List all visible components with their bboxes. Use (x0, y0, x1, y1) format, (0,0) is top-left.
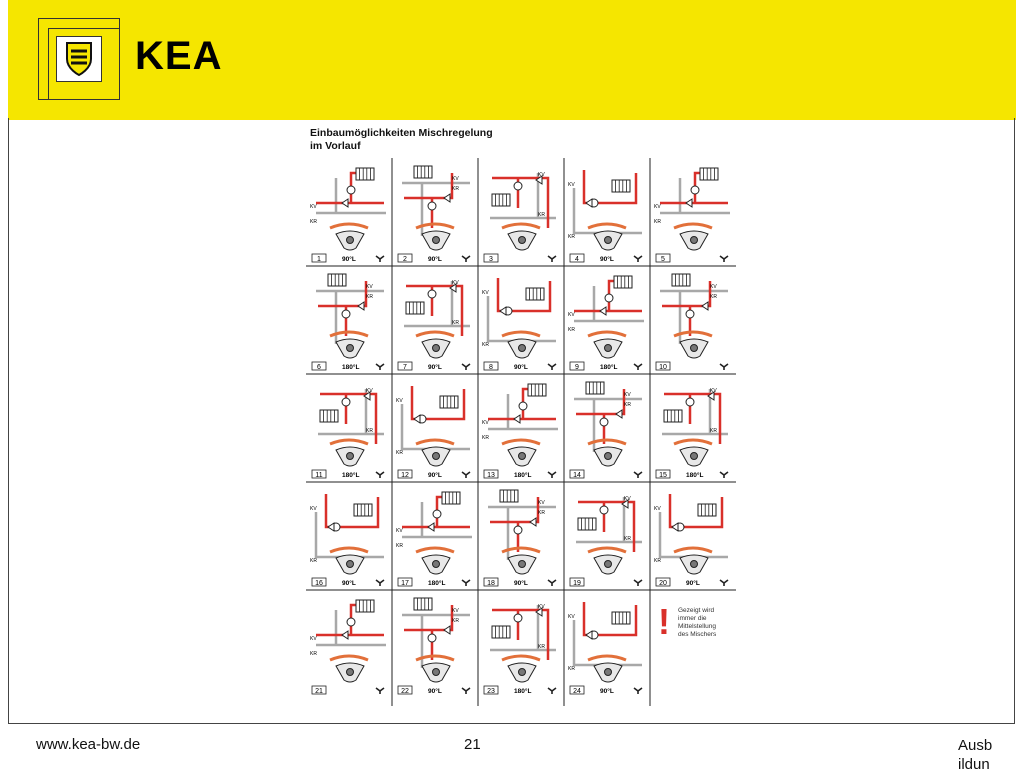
note-text-line: des Mischers (678, 631, 717, 638)
radiator-icon (406, 302, 424, 314)
flow-pipe (404, 173, 452, 228)
flow-pipe-label: KV (310, 506, 317, 512)
orientation-glyph-icon (462, 688, 470, 694)
diagram-cell (482, 278, 556, 371)
rotation-angle-label: 180°L (428, 580, 446, 587)
orientation-glyph-icon (376, 256, 384, 262)
mixer-knob-icon (605, 345, 612, 352)
orientation-glyph-icon (720, 472, 728, 478)
orientation-glyph-icon (720, 364, 728, 370)
cell-number: 11 (315, 472, 323, 479)
diagram-cell (484, 172, 556, 263)
radiator-icon (586, 382, 604, 394)
return-pipe-label: KR (568, 234, 575, 240)
mixer-scale-arc (416, 440, 454, 444)
mixer-scale-arc (502, 224, 540, 228)
radiator-icon (578, 518, 596, 530)
flow-pipe-label: KV (310, 636, 317, 642)
return-pipe-label: KR (310, 558, 317, 564)
radiator-icon (440, 396, 458, 408)
return-pipe-label: KR (538, 510, 545, 516)
rotation-angle-label: 90°L (342, 580, 356, 587)
cell-number: 24 (573, 688, 581, 695)
radiator-icon (320, 410, 338, 422)
mixing-valve-icon (414, 415, 420, 423)
cell-number: 12 (401, 472, 409, 479)
pump-icon (600, 418, 608, 426)
mixer-knob-icon (433, 561, 440, 568)
footer-right-line-1: Ausb (958, 737, 993, 754)
orientation-glyph-icon (376, 472, 384, 478)
diagram-cell (656, 388, 728, 479)
return-pipe (402, 615, 470, 668)
mixer-scale-arc (330, 548, 368, 552)
cell-number: 17 (401, 580, 409, 587)
mixer-knob-icon (519, 453, 526, 460)
flow-pipe-label: KV (624, 496, 631, 502)
flow-pipe-label: KV (482, 420, 489, 426)
diagram-cell (568, 602, 642, 695)
return-pipe-label: KR (452, 320, 459, 326)
rotation-angle-label: 90°L (686, 580, 700, 587)
return-pipe-label: KR (452, 618, 459, 624)
mixing-valve-icon (672, 523, 678, 531)
diagram-cell (396, 492, 472, 587)
radiator-icon (614, 276, 632, 288)
cell-number: 15 (659, 472, 667, 479)
mixing-valve-icon (358, 302, 364, 310)
return-pipe (316, 291, 384, 344)
radiator-icon (356, 600, 374, 612)
orientation-glyph-icon (634, 688, 642, 694)
pump-icon (428, 290, 436, 298)
diagram-cell (310, 494, 384, 587)
mixing-valve-icon (616, 410, 622, 418)
flow-pipe-label: KV (396, 398, 403, 404)
return-pipe-label: KR (568, 327, 575, 333)
pump-icon (686, 310, 694, 318)
rotation-angle-label: 180°L (342, 472, 360, 479)
mixer-knob-icon (691, 237, 698, 244)
return-pipe-label: KR (482, 342, 489, 348)
diagram-cell (656, 274, 728, 371)
orientation-glyph-icon (462, 472, 470, 478)
rotation-angle-label: 180°L (514, 472, 532, 479)
orientation-glyph-icon (720, 256, 728, 262)
mixing-valve-icon (702, 302, 708, 310)
page-number: 21 (464, 736, 481, 753)
footer-url-link[interactable]: www.kea-bw.de (36, 736, 141, 753)
mixing-valve-icon (444, 626, 450, 634)
mixer-knob-icon (347, 669, 354, 676)
mixing-valve-icon (686, 199, 692, 207)
rotation-angle-label: 90°L (600, 688, 614, 695)
flow-pipe-label: KV (710, 388, 717, 394)
mixer-scale-arc (674, 548, 712, 552)
mixer-knob-icon (605, 237, 612, 244)
radiator-icon (354, 504, 372, 516)
diagram-cell (312, 388, 384, 479)
return-pipe-label: KR (538, 212, 545, 218)
return-pipe (488, 507, 556, 560)
radiator-icon (612, 612, 630, 624)
flow-pipe-label: KV (710, 284, 717, 290)
radiator-icon (698, 504, 716, 516)
pump-icon (600, 506, 608, 514)
rotation-angle-label: 90°L (428, 364, 442, 371)
rotation-angle-label: 90°L (428, 472, 442, 479)
mixer-knob-icon (519, 237, 526, 244)
rotation-angle-label: 180°L (600, 364, 618, 371)
flow-pipe-label: KV (366, 284, 373, 290)
diagram-cell (568, 170, 642, 263)
return-pipe-label: KR (482, 435, 489, 441)
mixer-scale-arc (416, 224, 454, 228)
note-text-line: Gezeigt wird (678, 607, 715, 614)
radiator-icon (500, 490, 518, 502)
coat-of-arms-svg (57, 37, 101, 81)
note-text-line: immer die (678, 615, 707, 622)
return-pipe-label: KR (624, 536, 631, 542)
flow-pipe-label: KV (654, 204, 661, 210)
mixing-valve-icon (342, 631, 348, 639)
orientation-glyph-icon (634, 580, 642, 586)
mixer-knob-icon (433, 237, 440, 244)
document-title-line-1: Einbaumöglichkeiten Mischregelung (310, 127, 493, 139)
pump-icon (514, 526, 522, 534)
mixer-scale-arc (588, 224, 626, 228)
mixing-installation-diagram-grid (306, 158, 736, 706)
rotation-angle-label: 90°L (600, 256, 614, 263)
rotation-angle-label: 180°L (686, 472, 704, 479)
mixing-valve-icon (600, 307, 606, 315)
diagram-cell (396, 386, 470, 479)
mixer-knob-icon (347, 561, 354, 568)
pump-icon (519, 402, 527, 410)
radiator-icon (328, 274, 346, 286)
radiator-icon (664, 410, 682, 422)
diagram-cell (568, 276, 644, 371)
radiator-icon (612, 180, 630, 192)
orientation-glyph-icon (548, 256, 556, 262)
rotation-angle-label: 90°L (514, 580, 528, 587)
flow-pipe-label: KV (482, 290, 489, 296)
mixer-knob-icon (691, 453, 698, 460)
mixer-knob-icon (433, 453, 440, 460)
cell-number: 5 (661, 256, 665, 263)
return-pipe-label: KR (654, 219, 661, 225)
cell-number: 2 (403, 256, 407, 263)
radiator-icon (672, 274, 690, 286)
flow-pipe (318, 281, 366, 336)
cell-number: 16 (315, 580, 323, 587)
mixer-knob-icon (347, 453, 354, 460)
mixer-knob-icon (519, 561, 526, 568)
radiator-icon (700, 168, 718, 180)
cell-number: 18 (487, 580, 495, 587)
mixer-scale-arc (502, 656, 540, 660)
return-pipe (660, 291, 728, 344)
return-pipe-label: KR (366, 294, 373, 300)
return-pipe-label: KR (710, 428, 717, 434)
radiator-icon (526, 288, 544, 300)
pump-icon (342, 310, 350, 318)
attention-mark: ! (658, 601, 670, 642)
flow-pipe-label: KV (452, 280, 459, 286)
radiator-icon (528, 384, 546, 396)
cell-number: 21 (315, 688, 323, 695)
radiator-icon (442, 492, 460, 504)
mixer-knob-icon (519, 345, 526, 352)
diagram-cell (312, 274, 384, 371)
mixer-scale-arc (330, 656, 368, 660)
orientation-glyph-icon (634, 256, 642, 262)
mixer-scale-arc (416, 656, 454, 660)
note-text-line: Mittelstellung (678, 623, 716, 630)
flow-pipe (576, 389, 624, 444)
mixer-scale-arc (588, 440, 626, 444)
mixing-valve-icon (586, 199, 592, 207)
pump-icon (428, 202, 436, 210)
mixer-scale-arc (416, 548, 454, 552)
rotation-angle-label: 90°L (428, 688, 442, 695)
diagram-cell (482, 384, 558, 479)
flow-pipe-label: KV (538, 172, 545, 178)
flow-pipe-label: KV (568, 312, 575, 318)
cell-number: 19 (573, 580, 581, 587)
return-pipe-label: KR (310, 219, 317, 225)
orientation-glyph-icon (376, 580, 384, 586)
flow-pipe-label: KV (654, 506, 661, 512)
cell-number: 14 (573, 472, 581, 479)
flow-pipe (662, 281, 710, 336)
rotation-angle-label: 180°L (342, 364, 360, 371)
mixing-valve-icon (342, 199, 348, 207)
pump-icon (514, 614, 522, 622)
mixer-scale-arc (588, 548, 626, 552)
mixer-knob-icon (605, 669, 612, 676)
pump-icon (342, 398, 350, 406)
return-pipe-label: KR (624, 402, 631, 408)
document-title-line-2: im Vorlauf (310, 140, 361, 152)
radiator-icon (414, 166, 432, 178)
mixing-valve-icon (530, 518, 536, 526)
orientation-glyph-icon (634, 364, 642, 370)
mixer-scale-arc (588, 332, 626, 336)
mixer-scale-arc (330, 224, 368, 228)
flow-pipe-label: KV (366, 388, 373, 394)
cell-number: 22 (401, 688, 409, 695)
mixer-scale-arc (330, 440, 368, 444)
mixing-valve-icon (514, 415, 520, 423)
radiator-icon (414, 598, 432, 610)
mixer-knob-icon (347, 237, 354, 244)
return-pipe-label: KR (654, 558, 661, 564)
orientation-glyph-icon (376, 364, 384, 370)
return-pipe (402, 183, 470, 236)
mixer-scale-arc (502, 332, 540, 336)
mixer-scale-arc (674, 224, 712, 228)
flow-pipe-label: KV (538, 604, 545, 610)
mixing-valve-icon (586, 631, 592, 639)
flow-pipe-label: KV (568, 182, 575, 188)
diagram-cell (310, 600, 386, 695)
pump-icon (347, 618, 355, 626)
return-pipe-label: KR (366, 428, 373, 434)
mixing-valve-icon (500, 307, 506, 315)
cell-number: 9 (575, 364, 579, 371)
orientation-glyph-icon (376, 688, 384, 694)
diagram-cell (398, 280, 470, 371)
pump-icon (514, 182, 522, 190)
return-pipe-label: KR (452, 186, 459, 192)
orientation-glyph-icon (462, 364, 470, 370)
diagram-cell (398, 166, 470, 263)
radiator-icon (492, 626, 510, 638)
mixer-scale-arc (502, 548, 540, 552)
return-pipe-label: KR (538, 644, 545, 650)
diagram-cell (398, 598, 470, 695)
orientation-glyph-icon (634, 472, 642, 478)
radiator-icon (356, 168, 374, 180)
rotation-angle-label: 90°L (342, 256, 356, 263)
mixer-scale-arc (674, 332, 712, 336)
flow-pipe-label: KV (310, 204, 317, 210)
pump-icon (428, 634, 436, 642)
mixer-scale-arc (416, 332, 454, 336)
diagram-cell (570, 496, 642, 587)
mixer-scale-arc (330, 332, 368, 336)
pump-icon (605, 294, 613, 302)
mixer-scale-arc (502, 440, 540, 444)
rotation-angle-label: 90°L (428, 256, 442, 263)
pump-icon (691, 186, 699, 194)
cell-number: 7 (403, 364, 407, 371)
mixer-knob-icon (605, 453, 612, 460)
diagram-cell (484, 604, 556, 695)
pump-icon (433, 510, 441, 518)
diagram-cell (654, 494, 728, 587)
rotation-angle-label: 180°L (514, 688, 532, 695)
flow-pipe-label: KV (452, 176, 459, 182)
coat-of-arms-icon[interactable] (56, 36, 102, 82)
mixer-scale-arc (674, 440, 712, 444)
note-cell (658, 601, 717, 642)
orientation-glyph-icon (720, 580, 728, 586)
diagram-cell (310, 168, 386, 263)
mixing-valve-icon (428, 523, 434, 531)
mixer-knob-icon (347, 345, 354, 352)
cell-number: 1 (317, 256, 321, 263)
mixer-scale-arc (588, 656, 626, 660)
diagram-cell (484, 490, 556, 587)
orientation-glyph-icon (548, 688, 556, 694)
footer-right-text (958, 736, 1002, 774)
orientation-glyph-icon (548, 364, 556, 370)
mixer-knob-icon (433, 345, 440, 352)
return-pipe-label: KR (396, 543, 403, 549)
flow-pipe-label: KV (396, 528, 403, 534)
mixer-knob-icon (519, 669, 526, 676)
diagram-cell (654, 168, 730, 263)
radiator-icon (492, 194, 510, 206)
mixer-knob-icon (691, 345, 698, 352)
cell-number: 10 (659, 364, 667, 371)
flow-pipe-label: KV (624, 392, 631, 398)
return-pipe-label: KR (310, 651, 317, 657)
return-pipe-label: KR (568, 666, 575, 672)
footer-right-line-2: ildun (958, 756, 990, 773)
pump-icon (686, 398, 694, 406)
cell-number: 20 (659, 580, 667, 587)
mixer-knob-icon (433, 669, 440, 676)
mixer-knob-icon (691, 561, 698, 568)
orientation-glyph-icon (548, 580, 556, 586)
return-pipe-label: KR (396, 450, 403, 456)
mixer-knob-icon (605, 561, 612, 568)
flow-pipe-label: KV (538, 500, 545, 506)
orientation-glyph-icon (462, 580, 470, 586)
cell-number: 6 (317, 364, 321, 371)
flow-pipe (490, 497, 538, 552)
orientation-glyph-icon (548, 472, 556, 478)
pump-icon (347, 186, 355, 194)
return-pipe (574, 399, 642, 452)
brand-name[interactable]: KEA (135, 34, 223, 78)
cell-number: 8 (489, 364, 493, 371)
cell-number: 23 (487, 688, 495, 695)
orientation-glyph-icon (462, 256, 470, 262)
return-pipe-label: KR (710, 294, 717, 300)
rotation-angle-label: 90°L (514, 364, 528, 371)
mixing-valve-icon (444, 194, 450, 202)
diagram-cell (570, 382, 642, 479)
cell-number: 3 (489, 256, 493, 263)
flow-pipe-label: KV (452, 608, 459, 614)
flow-pipe-label: KV (568, 614, 575, 620)
mixing-valve-icon (328, 523, 334, 531)
cell-number: 13 (487, 472, 495, 479)
flow-pipe (404, 605, 452, 660)
cell-number: 4 (575, 256, 579, 263)
